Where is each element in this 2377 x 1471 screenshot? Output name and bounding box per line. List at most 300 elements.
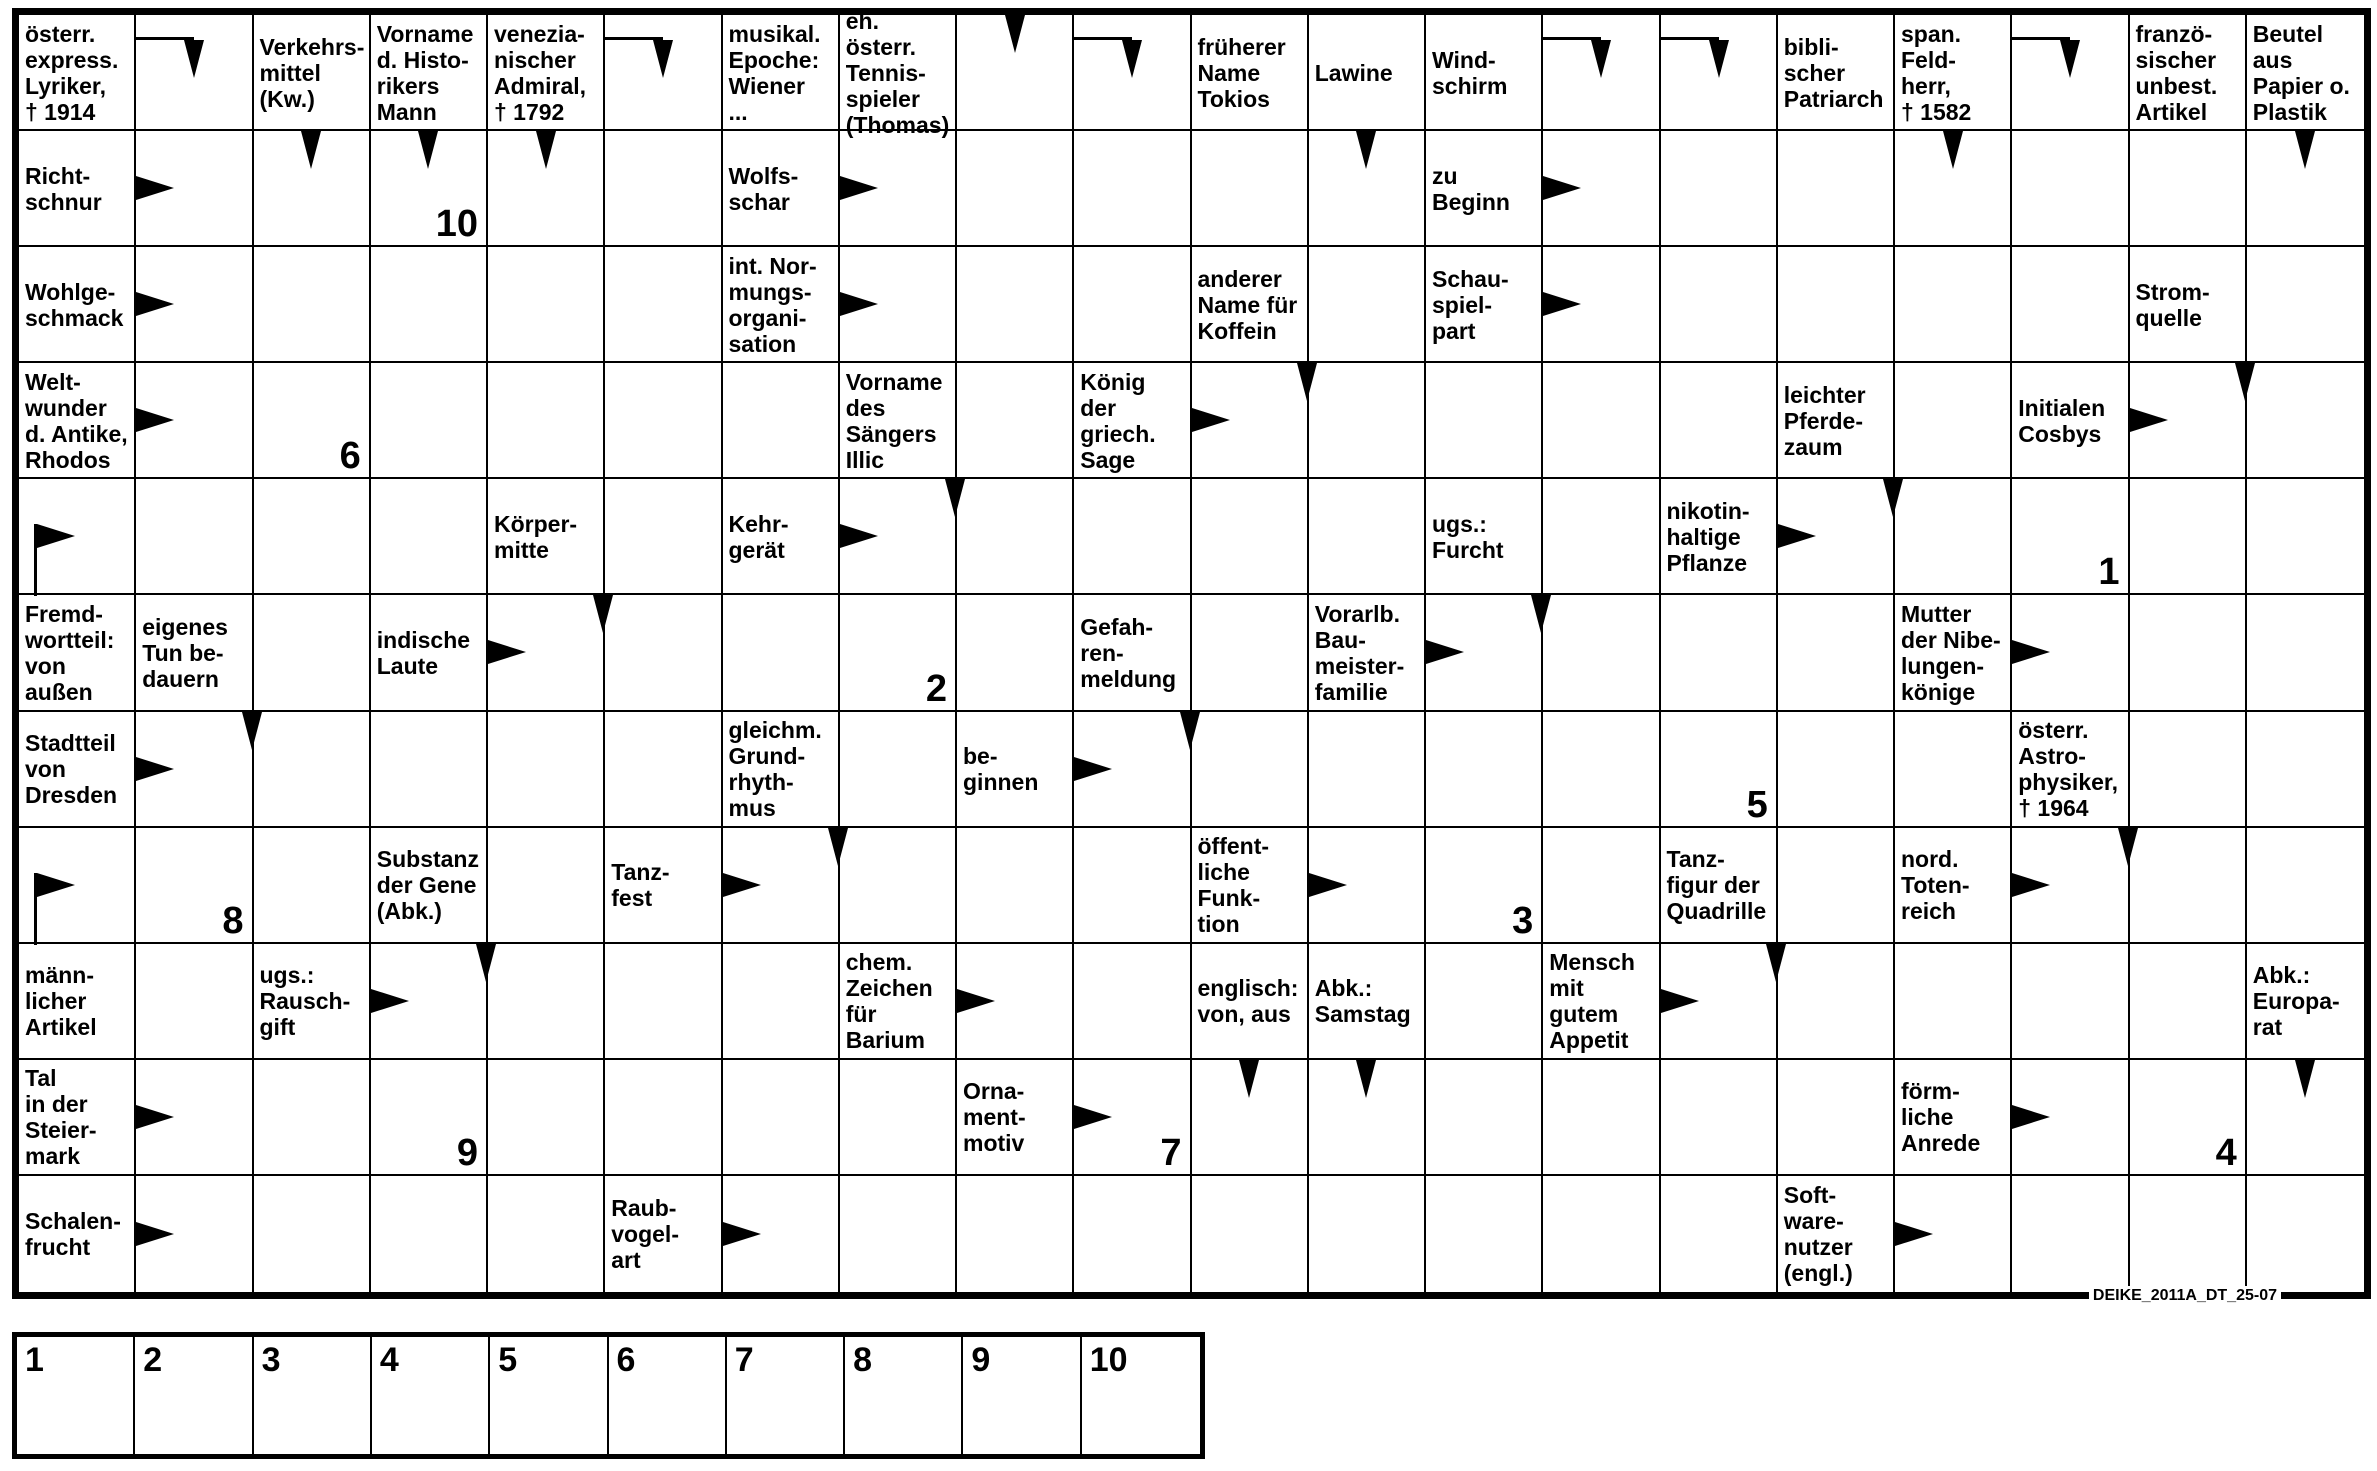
clue-text: englisch: von, aus (1197, 975, 1299, 1028)
clue-text: förm- liche Anrede (1901, 1078, 1981, 1157)
answer-cell[interactable] (723, 828, 840, 944)
crossword-grid (12, 8, 2371, 1299)
answer-cell[interactable] (254, 828, 371, 944)
answer-cell[interactable] (1661, 247, 1778, 363)
clue-cell (2247, 944, 2364, 1060)
clue-text: König der griech. Sage (1080, 368, 1156, 473)
arrow-down-icon (828, 828, 848, 866)
answer-cell[interactable] (957, 595, 1074, 711)
answer-cell[interactable] (2130, 479, 2247, 595)
arrow-right-icon (840, 292, 878, 316)
answer-cell[interactable] (1192, 595, 1309, 711)
clue-cell (605, 1176, 722, 1292)
clue-text: anderer Name für Koffein (1197, 265, 1298, 344)
clue-cell (19, 247, 136, 363)
clue-text: Schau- spiel- part (1432, 265, 1509, 344)
arrow-right-icon (2012, 873, 2050, 897)
arrow-right-icon (371, 989, 409, 1013)
clue-cell (2012, 363, 2129, 479)
arrow-right-icon (136, 292, 174, 316)
answer-cell[interactable] (1543, 247, 1660, 363)
answer-cell[interactable] (1074, 247, 1191, 363)
answer-cell[interactable] (1426, 595, 1543, 711)
answer-cell[interactable] (2130, 1176, 2247, 1292)
answer-cell[interactable] (723, 595, 840, 711)
answer-cell[interactable] (1661, 1176, 1778, 1292)
clue-cell (1074, 363, 1191, 479)
solution-box-number: 3 (261, 1341, 281, 1379)
clue-cell (2130, 247, 2247, 363)
clue-text: be- ginnen (963, 743, 1039, 796)
clue-text: venezia- nischer Admiral, † 1792 (494, 20, 587, 125)
answer-cell[interactable] (1192, 1176, 1309, 1292)
answer-cell[interactable] (1074, 15, 1191, 131)
arrow-right-icon (957, 989, 995, 1013)
answer-cell[interactable] (19, 479, 136, 595)
answer-cell[interactable] (488, 595, 605, 711)
clue-text: Kehr- gerät (728, 510, 789, 563)
arrow-right-icon (1426, 640, 1464, 664)
answer-cell[interactable] (1074, 1176, 1191, 1292)
clue-text: österr. express. Lyriker, † 1914 (25, 20, 119, 125)
answer-cell[interactable] (2012, 944, 2129, 1060)
answer-cell[interactable] (371, 247, 488, 363)
arrow-down-right-icon (34, 873, 37, 945)
answer-cell[interactable] (1895, 944, 2012, 1060)
answer-cell[interactable] (254, 363, 371, 479)
answer-cell[interactable] (136, 1176, 253, 1292)
answer-cell[interactable] (605, 595, 722, 711)
clue-text: Tanz- fest (611, 859, 670, 912)
answer-cell[interactable] (2012, 479, 2129, 595)
answer-cell[interactable] (2247, 1060, 2364, 1176)
answer-cell[interactable] (1309, 1176, 1426, 1292)
arrow-right-icon (1192, 408, 1230, 432)
arrow-right-icon (840, 176, 878, 200)
answer-cell[interactable] (1309, 479, 1426, 595)
answer-cell[interactable] (1543, 479, 1660, 595)
answer-cell[interactable] (488, 247, 605, 363)
answer-cell[interactable] (957, 828, 1074, 944)
answer-cell[interactable] (1895, 479, 2012, 595)
answer-cell[interactable] (1543, 15, 1660, 131)
clue-text: musikal. Epoche: Wiener ... (728, 20, 821, 125)
answer-cell[interactable] (1543, 131, 1660, 247)
clue-text: chem. Zeichen für Barium (845, 949, 933, 1054)
answer-cell[interactable] (2247, 712, 2364, 828)
clue-cell (371, 595, 488, 711)
answer-cell[interactable] (1895, 1176, 2012, 1292)
solution-box[interactable] (490, 1337, 608, 1454)
solution-number: 10 (435, 203, 478, 246)
solution-box[interactable] (372, 1337, 490, 1454)
arrow-right-icon (136, 176, 174, 200)
clue-cell (19, 1176, 136, 1292)
clue-cell (1895, 595, 2012, 711)
solution-box[interactable] (609, 1337, 727, 1454)
clue-text: früherer Name Tokios (1197, 33, 1286, 112)
clue-cell (19, 1060, 136, 1176)
answer-cell[interactable] (2012, 1060, 2129, 1176)
answer-cell[interactable] (1778, 595, 1895, 711)
answer-cell[interactable] (723, 1060, 840, 1176)
clue-cell (1778, 1176, 1895, 1292)
answer-cell[interactable] (605, 247, 722, 363)
answer-cell[interactable] (2130, 944, 2247, 1060)
answer-cell[interactable] (1543, 1060, 1660, 1176)
clue-text: öffent- liche Funk- tion (1197, 833, 1270, 938)
clue-text: Stadtteil von Dresden (25, 730, 118, 809)
arrow-down-icon (1766, 944, 1786, 982)
arrow-down-icon (418, 131, 438, 169)
answer-cell[interactable] (1074, 828, 1191, 944)
arrow-down-icon (1297, 363, 1317, 401)
answer-cell[interactable] (488, 1060, 605, 1176)
answer-cell[interactable] (371, 712, 488, 828)
answer-cell[interactable] (957, 944, 1074, 1060)
answer-cell[interactable] (605, 1060, 722, 1176)
solution-box[interactable] (963, 1337, 1081, 1454)
answer-cell[interactable] (1778, 944, 1895, 1060)
clue-text: Schalen- frucht (25, 1208, 121, 1261)
clue-cell (19, 712, 136, 828)
answer-cell[interactable] (488, 828, 605, 944)
answer-cell[interactable] (371, 479, 488, 595)
answer-cell[interactable] (1309, 363, 1426, 479)
answer-cell[interactable] (2130, 828, 2247, 944)
solution-box-number: 2 (143, 1341, 163, 1379)
solution-box[interactable] (254, 1337, 372, 1454)
solution-box-number: 9 (971, 1341, 991, 1379)
answer-cell[interactable] (1426, 828, 1543, 944)
answer-cell[interactable] (1778, 1060, 1895, 1176)
arrow-right-icon (1309, 873, 1347, 897)
arrow-right-icon (1543, 176, 1581, 200)
clue-cell (723, 479, 840, 595)
clue-text: Vorname des Sängers Illic (845, 368, 943, 473)
answer-cell[interactable] (1778, 479, 1895, 595)
answer-cell[interactable] (136, 131, 253, 247)
answer-cell[interactable] (1778, 131, 1895, 247)
answer-cell[interactable] (2130, 363, 2247, 479)
clue-text: Soft- ware- nutzer (engl.) (1783, 1182, 1853, 1287)
clue-cell (1309, 944, 1426, 1060)
answer-cell[interactable] (1074, 1060, 1191, 1176)
answer-cell[interactable] (957, 1176, 1074, 1292)
answer-cell[interactable] (2247, 131, 2364, 247)
clue-cell (19, 944, 136, 1060)
arrow-down-right-icon (34, 524, 37, 596)
answer-cell[interactable] (2012, 1176, 2129, 1292)
answer-cell[interactable] (371, 363, 488, 479)
answer-cell[interactable] (1074, 712, 1191, 828)
answer-cell[interactable] (840, 1176, 957, 1292)
clue-cell (1661, 828, 1778, 944)
solution-box-number: 10 (1089, 1341, 1128, 1379)
clue-cell (1192, 944, 1309, 1060)
clue-text: Substanz der Gene (Abk.) (376, 846, 479, 925)
clue-text: Lawine (1314, 59, 1393, 86)
answer-cell[interactable] (1192, 1060, 1309, 1176)
arrow-down-icon (1531, 595, 1551, 633)
answer-cell[interactable] (605, 131, 722, 247)
clue-cell (840, 7, 957, 138)
clue-text: Beutel aus Papier o. Plastik (2252, 20, 2350, 125)
answer-cell[interactable] (2130, 131, 2247, 247)
answer-cell[interactable] (2012, 828, 2129, 944)
clue-cell (723, 131, 840, 247)
answer-cell[interactable] (488, 363, 605, 479)
answer-cell[interactable] (2012, 247, 2129, 363)
answer-cell[interactable] (488, 712, 605, 828)
clue-text: Initialen Cosbys (2018, 394, 2106, 447)
answer-cell[interactable] (1778, 712, 1895, 828)
answer-cell[interactable] (1661, 131, 1778, 247)
solution-box[interactable] (845, 1337, 963, 1454)
answer-cell[interactable] (1192, 479, 1309, 595)
clue-cell (1895, 1060, 2012, 1176)
answer-cell[interactable] (1778, 247, 1895, 363)
answer-cell[interactable] (957, 247, 1074, 363)
arrow-right-icon (2012, 1105, 2050, 1129)
arrow-right-icon (723, 873, 761, 897)
answer-cell[interactable] (1309, 131, 1426, 247)
answer-cell[interactable] (1661, 712, 1778, 828)
clue-text: Strom- quelle (2135, 278, 2210, 331)
answer-cell[interactable] (957, 479, 1074, 595)
answer-cell[interactable] (2012, 15, 2129, 131)
clue-text: eigenes Tun be- dauern (142, 613, 228, 692)
answer-cell[interactable] (723, 1176, 840, 1292)
clue-text: bibli- scher Patriarch (1783, 33, 1884, 112)
clue-text: Mutter der Nibe- lungen- könige (1901, 600, 2001, 705)
answer-cell[interactable] (1895, 131, 2012, 247)
solution-box[interactable] (17, 1337, 135, 1454)
answer-cell[interactable] (254, 712, 371, 828)
arrow-down-icon (1883, 479, 1903, 517)
arrow-down-icon (1239, 1060, 1259, 1098)
answer-cell[interactable] (840, 247, 957, 363)
arrow-right-icon (1778, 524, 1816, 548)
clue-cell (2247, 15, 2364, 131)
clue-cell (1192, 247, 1309, 363)
arrow-down-icon (2118, 828, 2138, 866)
answer-cell[interactable] (19, 828, 136, 944)
answer-cell[interactable] (1074, 479, 1191, 595)
answer-cell[interactable] (371, 1060, 488, 1176)
answer-cell[interactable] (1074, 944, 1191, 1060)
answer-cell[interactable] (1895, 712, 2012, 828)
arrow-down-icon (1356, 1060, 1376, 1098)
arrow-down-icon (945, 479, 965, 517)
answer-cell[interactable] (2130, 712, 2247, 828)
solution-box-number: 4 (379, 1341, 399, 1379)
answer-cell[interactable] (840, 131, 957, 247)
clue-text: männ- licher Artikel (25, 962, 97, 1041)
solution-box[interactable] (1082, 1337, 1200, 1454)
clue-cell (1426, 247, 1543, 363)
solution-number: 4 (2215, 1131, 2237, 1174)
answer-cell[interactable] (254, 247, 371, 363)
solution-number: 6 (339, 435, 361, 478)
answer-cell[interactable] (371, 1176, 488, 1292)
arrow-right-icon (136, 1222, 174, 1246)
arrow-right-icon (723, 1222, 761, 1246)
answer-cell[interactable] (840, 479, 957, 595)
answer-cell[interactable] (1661, 595, 1778, 711)
answer-cell[interactable] (254, 479, 371, 595)
clue-cell (1426, 479, 1543, 595)
clue-text: eh. österr. Tennis- spieler (Thomas) (845, 7, 950, 138)
arrow-right-icon (1543, 292, 1581, 316)
arrow-down-icon (242, 712, 262, 750)
answer-cell[interactable] (2247, 247, 2364, 363)
answer-cell[interactable] (840, 712, 957, 828)
answer-cell[interactable] (605, 712, 722, 828)
answer-cell[interactable] (254, 1176, 371, 1292)
answer-cell[interactable] (2247, 479, 2364, 595)
clue-text: int. Nor- mungs- organi- sation (728, 252, 817, 357)
answer-cell[interactable] (136, 363, 253, 479)
answer-cell[interactable] (136, 15, 253, 131)
answer-cell[interactable] (136, 944, 253, 1060)
answer-cell[interactable] (2130, 595, 2247, 711)
answer-cell[interactable] (1543, 363, 1660, 479)
answer-cell[interactable] (136, 828, 253, 944)
answer-cell[interactable] (1778, 828, 1895, 944)
clue-cell (723, 712, 840, 828)
answer-cell[interactable] (1543, 828, 1660, 944)
clue-text: gleichm. Grund- rhyth- mus (728, 717, 822, 822)
answer-cell[interactable] (2247, 1176, 2364, 1292)
clue-text: Tal in der Steier- mark (25, 1065, 97, 1170)
answer-cell[interactable] (254, 1060, 371, 1176)
solution-box[interactable] (135, 1337, 253, 1454)
arrow-down-icon (476, 944, 496, 982)
clue-text: österr. Astro- physiker, † 1964 (2018, 717, 2118, 822)
answer-cell[interactable] (1543, 712, 1660, 828)
clue-text: Körper- mitte (494, 510, 578, 563)
answer-cell[interactable] (488, 1176, 605, 1292)
answer-cell[interactable] (605, 15, 722, 131)
clue-cell (254, 944, 371, 1060)
answer-cell[interactable] (605, 363, 722, 479)
answer-cell[interactable] (371, 944, 488, 1060)
answer-cell[interactable] (1426, 712, 1543, 828)
answer-cell[interactable] (1543, 595, 1660, 711)
solution-number: 2 (925, 667, 947, 710)
answer-cell[interactable] (136, 712, 253, 828)
answer-cell[interactable] (1192, 363, 1309, 479)
answer-cell[interactable] (2247, 828, 2364, 944)
answer-cell[interactable] (136, 479, 253, 595)
clue-cell (19, 595, 136, 711)
answer-cell[interactable] (1192, 131, 1309, 247)
answer-cell[interactable] (254, 595, 371, 711)
answer-cell[interactable] (136, 247, 253, 363)
clue-cell (1895, 828, 2012, 944)
answer-cell[interactable] (1661, 944, 1778, 1060)
clue-text: ugs.: Rausch- gift (259, 962, 351, 1041)
clue-text: Abk.: Samstag (1314, 975, 1411, 1028)
answer-cell[interactable] (840, 1060, 957, 1176)
answer-cell[interactable] (136, 1060, 253, 1176)
answer-cell[interactable] (1192, 712, 1309, 828)
answer-cell[interactable] (254, 131, 371, 247)
answer-cell[interactable] (371, 131, 488, 247)
solution-row (12, 1332, 1205, 1459)
clue-cell (371, 15, 488, 131)
answer-cell[interactable] (957, 131, 1074, 247)
solution-box-number: 1 (25, 1341, 44, 1379)
clue-text: Wind- schirm (1432, 46, 1508, 99)
answer-cell[interactable] (1309, 712, 1426, 828)
arrow-down-icon (2295, 1060, 2315, 1098)
answer-cell[interactable] (488, 131, 605, 247)
clue-text: ugs.: Furcht (1432, 510, 1504, 563)
clue-text: Orna- ment- motiv (963, 1078, 1026, 1157)
clue-cell (2130, 15, 2247, 131)
clue-cell (2012, 712, 2129, 828)
answer-cell[interactable] (605, 944, 722, 1060)
arrow-right-icon (1661, 989, 1699, 1013)
answer-cell[interactable] (1661, 15, 1778, 131)
answer-cell[interactable] (1895, 247, 2012, 363)
clue-text: span. Feld- herr, † 1582 (1901, 20, 1972, 125)
answer-cell[interactable] (1309, 828, 1426, 944)
arrow-down-icon (1943, 131, 1963, 169)
answer-cell[interactable] (2130, 1060, 2247, 1176)
clue-text: Tanz- figur der Quadrille (1666, 846, 1767, 925)
answer-cell[interactable] (2247, 363, 2364, 479)
solution-number: 5 (1746, 783, 1768, 826)
answer-cell[interactable] (723, 944, 840, 1060)
arrow-down-icon (2235, 363, 2255, 401)
arrow-right-icon (136, 757, 174, 781)
answer-cell[interactable] (957, 15, 1074, 131)
answer-cell[interactable] (1895, 363, 2012, 479)
answer-cell[interactable] (1309, 1060, 1426, 1176)
arrow-down-icon (1356, 131, 1376, 169)
clue-text: Vorarlb. Bau- meister- familie (1314, 600, 1405, 705)
answer-cell[interactable] (1426, 1176, 1543, 1292)
answer-cell[interactable] (1426, 1060, 1543, 1176)
answer-cell[interactable] (840, 828, 957, 944)
answer-cell[interactable] (957, 363, 1074, 479)
clue-cell (488, 15, 605, 131)
answer-cell[interactable] (723, 363, 840, 479)
answer-cell[interactable] (2247, 595, 2364, 711)
answer-cell[interactable] (1309, 247, 1426, 363)
answer-cell[interactable] (1543, 1176, 1660, 1292)
solution-box[interactable] (727, 1337, 845, 1454)
clue-cell (840, 944, 957, 1060)
answer-cell[interactable] (1661, 363, 1778, 479)
answer-cell[interactable] (605, 479, 722, 595)
arrow-right-icon (136, 1105, 174, 1129)
arrow-down-icon (536, 131, 556, 169)
answer-cell[interactable] (1074, 131, 1191, 247)
answer-cell[interactable] (840, 595, 957, 711)
answer-cell[interactable] (2012, 595, 2129, 711)
answer-cell[interactable] (1661, 1060, 1778, 1176)
answer-cell[interactable] (1426, 944, 1543, 1060)
answer-cell[interactable] (488, 944, 605, 1060)
answer-cell[interactable] (2012, 131, 2129, 247)
answer-cell[interactable] (1426, 363, 1543, 479)
solution-box-number: 8 (853, 1341, 873, 1379)
clue-text: Vorname d. Histo- rikers Mann (376, 20, 474, 125)
